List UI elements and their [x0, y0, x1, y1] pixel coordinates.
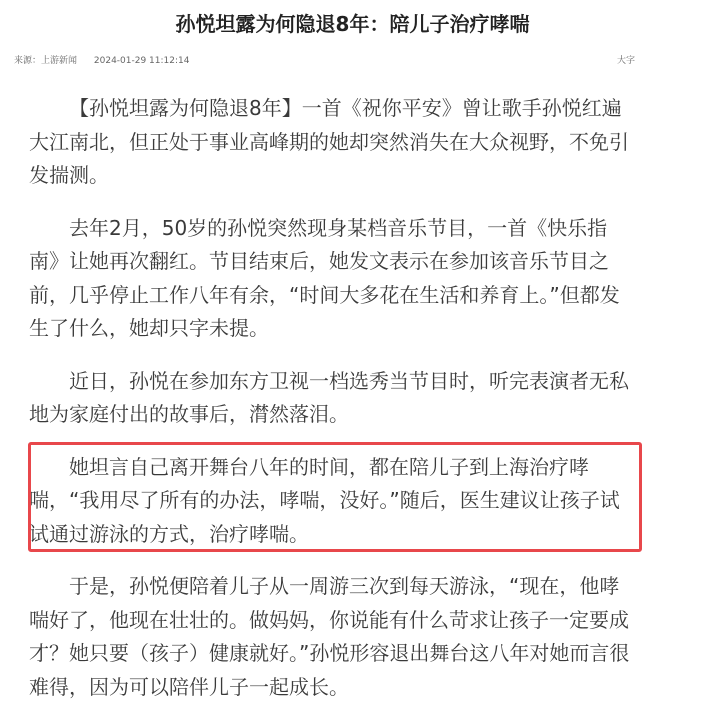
large-font-toggle[interactable]: 大字	[616, 56, 635, 66]
paragraph-highlighted: 她坦言自己离开舞台八年的时间，都在陪儿子到上海治疗哮喘，“我用尽了所有的办法，哮喘，没好。”随后，医生建议让孩子试试通过游泳的方式，治疗哮喘。	[29, 454, 620, 546]
paragraph: 近日，孙悦在参加东方卫视一档选秀当节目时，听完表演者无私地为家庭付出的故事后，潸然落泪。	[29, 368, 629, 426]
article-body	[29, 92, 631, 723]
article-source: 来源：上游新闻	[14, 56, 78, 66]
article-datetime: 2024-01-29 11:12:14	[93, 56, 190, 66]
paragraph: 【孙悦坦露为何隐退8年】一首《祝你平安》曾让歌手孙悦红遍大江南北，但正处于事业高峰期的她却突然消失在大众视野，不免引发揣测。	[29, 96, 629, 187]
paragraph: 于是，孙悦便陪着儿子从一周游三次到每天游泳，“现在，他哮喘好了，他现在壮壮的。做妈妈，你说能有什么苛求让孩子一定要成才？她只要（孩子）健康就好。”孙悦形容退出舞台这八年对她而言很难得，因为可以陪伴儿子一起成长。	[29, 574, 630, 699]
paragraph: 去年2月，50岁的孙悦突然现身某档音乐节目，一首《快乐指南》让她再次翻红。节目结束后，她发文表示在参加该音乐节目之前，几乎停止工作八年有余，“时间大多花在生活和养育上。”但都发生了什么，她却只字未提。	[29, 215, 620, 340]
article-title: 孙悦坦露为何隐退8年：陪儿子治疗哮喘	[175, 12, 530, 36]
article-meta	[14, 53, 203, 66]
